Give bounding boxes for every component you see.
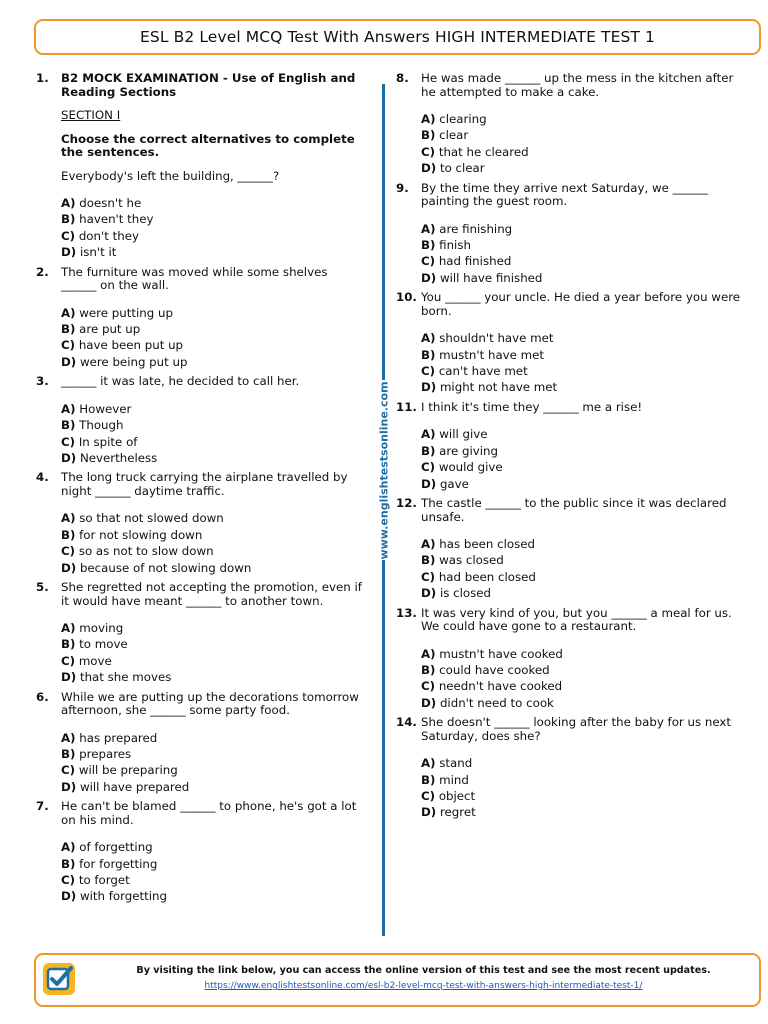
option-letter: C): [61, 653, 76, 668]
answer-options: [61, 401, 366, 467]
option-letter: C): [61, 873, 76, 888]
footer-note: By visiting the link below, you can access the online version of this test and see the most recent updates.: [136, 965, 711, 976]
option-letter: B): [421, 347, 436, 362]
option-text: regret: [439, 805, 476, 820]
question-number: 4.: [36, 470, 49, 485]
page-title-box: [34, 19, 761, 55]
option-letter: C): [61, 434, 76, 449]
answer-option[interactable]: [421, 347, 742, 363]
option-text: mind: [439, 772, 469, 787]
answer-options: [421, 755, 742, 821]
option-letter: C): [421, 364, 436, 379]
option-text: shouldn't have met: [439, 331, 554, 346]
option-text: needn't have cooked: [438, 679, 563, 694]
option-text: have been put up: [78, 338, 184, 353]
option-letter: D): [61, 670, 77, 685]
answer-option[interactable]: [421, 755, 742, 771]
option-letter: D): [421, 695, 437, 710]
question-text: The castle ______ to the public since it was declared unsafe.: [421, 496, 727, 524]
option-letter: A): [421, 221, 436, 236]
option-text: to clear: [439, 161, 485, 176]
option-letter: D): [421, 476, 437, 491]
option-letter: A): [421, 331, 436, 346]
answer-option[interactable]: [421, 144, 742, 160]
option-letter: C): [421, 789, 436, 804]
answer-option[interactable]: [421, 695, 742, 711]
answer-option[interactable]: [421, 363, 742, 379]
answer-option[interactable]: [421, 127, 742, 143]
answer-option[interactable]: [61, 228, 366, 244]
question-item: [396, 291, 742, 396]
option-letter: C): [421, 569, 436, 584]
option-text: In spite of: [78, 434, 138, 449]
question-item: [36, 581, 366, 686]
answer-options: [421, 426, 742, 492]
question-number: 10.: [396, 290, 417, 305]
option-letter: A): [421, 537, 436, 551]
option-text: prepares: [79, 747, 132, 762]
answer-option[interactable]: [421, 443, 742, 459]
answer-option[interactable]: [421, 426, 742, 442]
option-text: has prepared: [79, 730, 158, 745]
answer-option[interactable]: [61, 888, 366, 904]
answer-option[interactable]: [61, 211, 366, 227]
option-letter: D): [421, 586, 437, 601]
option-letter: B): [421, 128, 436, 143]
question-text: Everybody's left the building, ______?: [61, 168, 280, 183]
question-number: 8.: [396, 71, 409, 85]
question-number: 6.: [36, 689, 49, 704]
answer-option[interactable]: [421, 379, 742, 395]
answer-option[interactable]: [421, 585, 742, 601]
option-text: object: [438, 789, 476, 804]
answer-option[interactable]: [61, 730, 366, 746]
option-letter: C): [61, 544, 76, 559]
question-item: [396, 497, 742, 602]
answer-options: [421, 221, 742, 287]
option-letter: C): [421, 144, 436, 159]
question-item: [36, 72, 366, 261]
question-text: It was very kind of you, but you ______ a meal for us. We could have gone to a restaurant.: [421, 605, 732, 634]
option-letter: D): [421, 380, 437, 395]
question-number: 3.: [36, 374, 49, 389]
question-number: 5.: [36, 580, 49, 594]
answer-option[interactable]: [61, 434, 366, 450]
answer-option[interactable]: [61, 653, 366, 669]
website-watermark: www.englishtestsonline.com: [377, 380, 391, 560]
question-item: [396, 401, 742, 492]
footer-box: [34, 953, 761, 1007]
answer-options: [421, 111, 742, 177]
answer-option[interactable]: [61, 401, 366, 417]
answer-option[interactable]: [61, 856, 366, 872]
answer-option[interactable]: [421, 330, 742, 346]
question-item: [396, 716, 742, 821]
answer-option[interactable]: [421, 160, 742, 176]
option-text: to forget: [78, 873, 130, 888]
watermark-box: [376, 380, 392, 560]
option-letter: D): [61, 245, 77, 260]
answer-options: [61, 510, 366, 576]
option-letter: A): [61, 305, 76, 320]
option-letter: B): [421, 663, 436, 678]
option-letter: D): [421, 161, 437, 176]
question-number: 12.: [396, 496, 417, 510]
question-text: He can't be blamed ______ to phone, he's got a lot on his mind.: [61, 799, 357, 827]
option-letter: C): [421, 460, 436, 475]
option-letter: C): [61, 763, 76, 778]
option-text: mustn't have met: [439, 347, 545, 362]
question-text: She doesn't ______ looking after the baby for us next Saturday, does she?: [421, 715, 732, 743]
option-text: moving: [79, 621, 124, 635]
option-text: are put up: [79, 322, 141, 337]
answer-option[interactable]: [421, 788, 742, 804]
question-item: [36, 800, 366, 905]
answer-option[interactable]: [61, 669, 366, 685]
option-text: of forgetting: [79, 840, 153, 855]
option-letter: B): [421, 238, 436, 253]
option-text: move: [78, 653, 112, 668]
option-letter: A): [61, 840, 76, 855]
answer-option[interactable]: [421, 237, 742, 253]
answer-option[interactable]: [61, 510, 366, 526]
answer-option[interactable]: [421, 221, 742, 237]
option-letter: B): [61, 856, 76, 871]
option-letter: D): [61, 889, 77, 904]
question-number: 11.: [396, 399, 417, 414]
option-letter: C): [61, 338, 76, 353]
option-letter: B): [421, 772, 436, 787]
online-test-link[interactable]: https://www.englishtestsonline.com/esl-b2-level-mcq-test-with-answers-high-intermediate-test-1/: [204, 981, 643, 991]
option-text: stand: [439, 756, 473, 771]
option-text: for forgetting: [79, 856, 158, 871]
option-letter: B): [61, 527, 76, 542]
option-text: would give: [438, 460, 503, 475]
answer-options: [61, 730, 366, 796]
option-text: will be preparing: [78, 763, 178, 778]
option-letter: D): [61, 560, 77, 575]
right-column: [396, 72, 742, 826]
answer-option[interactable]: [61, 321, 366, 337]
answer-options: [61, 305, 366, 371]
option-text: could have cooked: [439, 663, 550, 678]
option-text: that she moves: [79, 670, 172, 685]
option-text: Though: [79, 418, 124, 433]
exam-heading: B2 MOCK EXAMINATION - Use of English and Reading Sections: [61, 71, 356, 99]
instruction-text: Choose the correct alternatives to complete the sentences.: [61, 131, 355, 159]
answer-option[interactable]: [61, 636, 366, 652]
option-text: had been closed: [438, 569, 536, 584]
question-text: The long truck carrying the airplane travelled by night ______ daytime traffic.: [61, 470, 348, 498]
option-text: doesn't he: [79, 196, 142, 210]
option-text: will give: [439, 427, 488, 442]
option-letter: B): [421, 553, 436, 568]
option-text: for not slowing down: [79, 527, 203, 542]
option-letter: C): [421, 254, 436, 269]
option-letter: A): [61, 511, 76, 526]
question-item: [396, 607, 742, 712]
answer-option[interactable]: [421, 459, 742, 475]
answer-option[interactable]: [61, 779, 366, 795]
question-number: 1.: [36, 71, 49, 85]
option-text: is closed: [439, 586, 491, 601]
option-text: so that not slowed down: [79, 511, 224, 526]
option-letter: A): [61, 401, 76, 416]
answer-options: [421, 646, 742, 712]
option-letter: A): [61, 621, 76, 635]
option-letter: B): [61, 747, 76, 762]
question-item: [396, 182, 742, 287]
option-text: clearing: [439, 112, 487, 126]
option-letter: A): [421, 427, 436, 442]
option-text: will have finished: [439, 270, 543, 285]
option-text: with forgetting: [79, 889, 167, 904]
question-text: By the time they arrive next Saturday, we ______ painting the guest room.: [421, 180, 709, 209]
option-text: was closed: [439, 553, 504, 568]
left-column: [36, 72, 366, 910]
option-letter: A): [421, 756, 436, 771]
answer-option[interactable]: [421, 646, 742, 662]
option-letter: B): [61, 212, 76, 227]
question-text: You ______ your uncle. He died a year before you were born.: [421, 290, 741, 318]
option-text: Nevertheless: [79, 450, 158, 465]
option-text: didn't need to cook: [439, 695, 554, 710]
option-letter: D): [61, 354, 77, 369]
page-title: ESL B2 Level MCQ Test With Answers HIGH INTERMEDIATE TEST 1: [140, 28, 655, 46]
answer-option[interactable]: [421, 253, 742, 269]
option-text: gave: [439, 476, 469, 491]
answer-option[interactable]: [61, 872, 366, 888]
answer-options: [61, 839, 366, 905]
question-text: He was made ______ up the mess in the kitchen after he attempted to make a cake.: [421, 71, 734, 99]
answer-option[interactable]: [421, 678, 742, 694]
answer-option[interactable]: [421, 804, 742, 820]
option-letter: C): [421, 679, 436, 694]
option-text: can't have met: [438, 364, 528, 379]
question-text: While we are putting up the decorations tomorrow afternoon, she ______ some party food.: [61, 689, 359, 718]
option-text: might not have met: [439, 380, 558, 395]
question-item: [36, 691, 366, 796]
answer-option[interactable]: [61, 746, 366, 762]
answer-option[interactable]: [61, 839, 366, 855]
answer-option[interactable]: [421, 772, 742, 788]
option-letter: D): [421, 270, 437, 285]
answer-option[interactable]: [421, 476, 742, 492]
answer-option[interactable]: [61, 244, 366, 260]
answer-option[interactable]: [61, 450, 366, 466]
answer-option[interactable]: [61, 543, 366, 559]
question-item: [396, 72, 742, 177]
option-text: because of not slowing down: [79, 560, 252, 575]
option-letter: A): [421, 112, 436, 126]
option-letter: D): [61, 779, 77, 794]
option-letter: C): [61, 228, 76, 243]
section-label: SECTION I: [61, 108, 121, 122]
option-text: had finished: [438, 254, 512, 269]
answer-options: [421, 330, 742, 396]
answer-options: [61, 195, 366, 261]
answer-option[interactable]: [421, 662, 742, 678]
option-text: isn't it: [79, 245, 117, 260]
option-text: that he cleared: [438, 144, 529, 159]
question-text: The furniture was moved while some shelves ______ on the wall.: [61, 264, 328, 293]
option-letter: B): [421, 443, 436, 458]
answer-option[interactable]: [421, 536, 742, 552]
option-text: finish: [439, 238, 471, 253]
option-letter: B): [61, 418, 76, 433]
option-text: clear: [439, 128, 469, 143]
answer-option[interactable]: [421, 111, 742, 127]
answer-option[interactable]: [61, 417, 366, 433]
option-text: don't they: [78, 228, 139, 243]
question-item: [36, 471, 366, 576]
question-text: She regretted not accepting the promotion, even if it would have meant ______ to another town.: [61, 580, 362, 608]
option-text: haven't they: [79, 212, 154, 227]
option-text: has been closed: [439, 537, 535, 551]
answer-option[interactable]: [421, 552, 742, 568]
question-number: 13.: [396, 605, 417, 620]
option-letter: A): [421, 646, 436, 661]
option-letter: D): [421, 805, 437, 820]
checkbox-check-icon: [42, 962, 76, 996]
answer-option[interactable]: [61, 305, 366, 321]
question-number: 7.: [36, 799, 49, 814]
answer-option[interactable]: [61, 354, 366, 370]
option-letter: A): [61, 730, 76, 745]
question-text: ______ it was late, he decided to call her.: [61, 374, 300, 389]
question-number: 2.: [36, 264, 49, 279]
question-item: [36, 375, 366, 466]
question-item: [36, 266, 366, 371]
option-text: were being put up: [79, 354, 188, 369]
option-text: are finishing: [439, 221, 513, 236]
option-text: mustn't have cooked: [439, 646, 563, 661]
answer-option[interactable]: [61, 195, 366, 211]
option-text: are giving: [439, 443, 498, 458]
option-text: However: [79, 401, 132, 416]
answer-options: [421, 536, 742, 602]
answer-options: [61, 620, 366, 686]
option-text: were putting up: [79, 305, 173, 320]
option-text: will have prepared: [79, 779, 190, 794]
answer-option[interactable]: [61, 527, 366, 543]
answer-option[interactable]: [421, 569, 742, 585]
option-text: so as not to slow down: [78, 544, 214, 559]
option-letter: A): [61, 196, 76, 210]
question-text: I think it's time they ______ me a rise!: [421, 399, 643, 414]
question-number: 9.: [396, 180, 409, 195]
answer-option[interactable]: [61, 762, 366, 778]
option-letter: B): [61, 322, 76, 337]
option-letter: D): [61, 450, 77, 465]
answer-option[interactable]: [61, 337, 366, 353]
answer-option[interactable]: [61, 560, 366, 576]
question-number: 14.: [396, 715, 417, 730]
option-letter: B): [61, 637, 76, 652]
answer-option[interactable]: [61, 620, 366, 636]
answer-option[interactable]: [421, 270, 742, 286]
option-text: to move: [79, 637, 128, 652]
